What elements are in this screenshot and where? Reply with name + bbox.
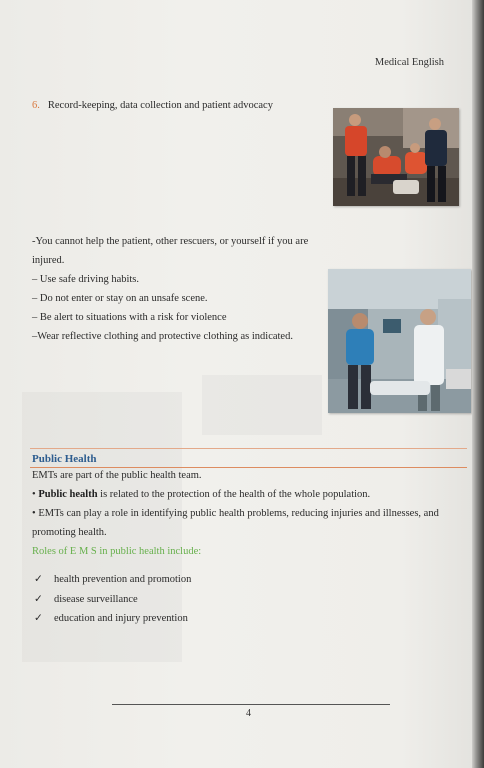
page-number: 4 <box>246 708 251 719</box>
safety-item: – Use safe driving habits. <box>32 274 140 285</box>
section-title: Record-keeping, data collection and patient advocacy <box>47 100 273 111</box>
emt-team-photo <box>333 108 459 206</box>
safety-item: – Do not enter or stay on an unsafe scene. <box>32 293 208 304</box>
safety-list <box>32 232 332 346</box>
safety-item: –Wear reflective clothing and protective clothing as indicated. <box>32 331 293 342</box>
page-edge-shadow <box>472 0 484 768</box>
bullet-item <box>32 485 472 504</box>
emt-team-photo-illustration <box>333 108 459 206</box>
intro-text: EMTs are part of the public health team. <box>32 470 202 481</box>
bullet-item <box>32 504 472 542</box>
checkmark-icon: ✓ <box>34 613 43 624</box>
safety-item: -You cannot help the patient, other rescuers, or yourself if you are injured. <box>32 236 309 266</box>
bullet-symbol: • <box>32 508 36 519</box>
public-health-heading: Public Health <box>32 453 97 465</box>
check-item <box>34 570 191 590</box>
roles-heading: Roles of E M S in public health include: <box>32 546 202 557</box>
section-number: 6. <box>32 100 40 111</box>
safety-item: – Be alert to situations with a risk for violence <box>32 312 227 323</box>
check-item <box>34 590 191 610</box>
bullet-text: is related to the protection of the health of the whole population. <box>97 489 371 500</box>
emergency-room-photo <box>328 269 471 413</box>
bullet-symbol: • <box>32 489 36 500</box>
check-item <box>34 609 191 629</box>
checkmark-icon: ✓ <box>34 593 43 605</box>
public-health-body <box>32 466 472 561</box>
section-heading <box>32 100 273 111</box>
footer-rule <box>112 704 390 705</box>
check-item-text: health prevention and promotion <box>54 574 192 585</box>
emergency-room-photo-illustration <box>328 269 471 413</box>
section-rule <box>30 448 467 449</box>
check-item-text: disease surveillance <box>54 593 138 605</box>
running-header: Medical English <box>374 57 444 68</box>
checkmark-icon: ✓ <box>34 574 43 585</box>
bold-term: Public health <box>38 489 98 500</box>
roles-checklist <box>34 570 191 629</box>
check-item-text: education and injury prevention <box>54 613 188 624</box>
show-through-shadow <box>202 375 322 435</box>
bullet-text: EMTs can play a role in identifying public health problems, reducing injuries and illnesses, and promoting health. <box>32 508 439 538</box>
